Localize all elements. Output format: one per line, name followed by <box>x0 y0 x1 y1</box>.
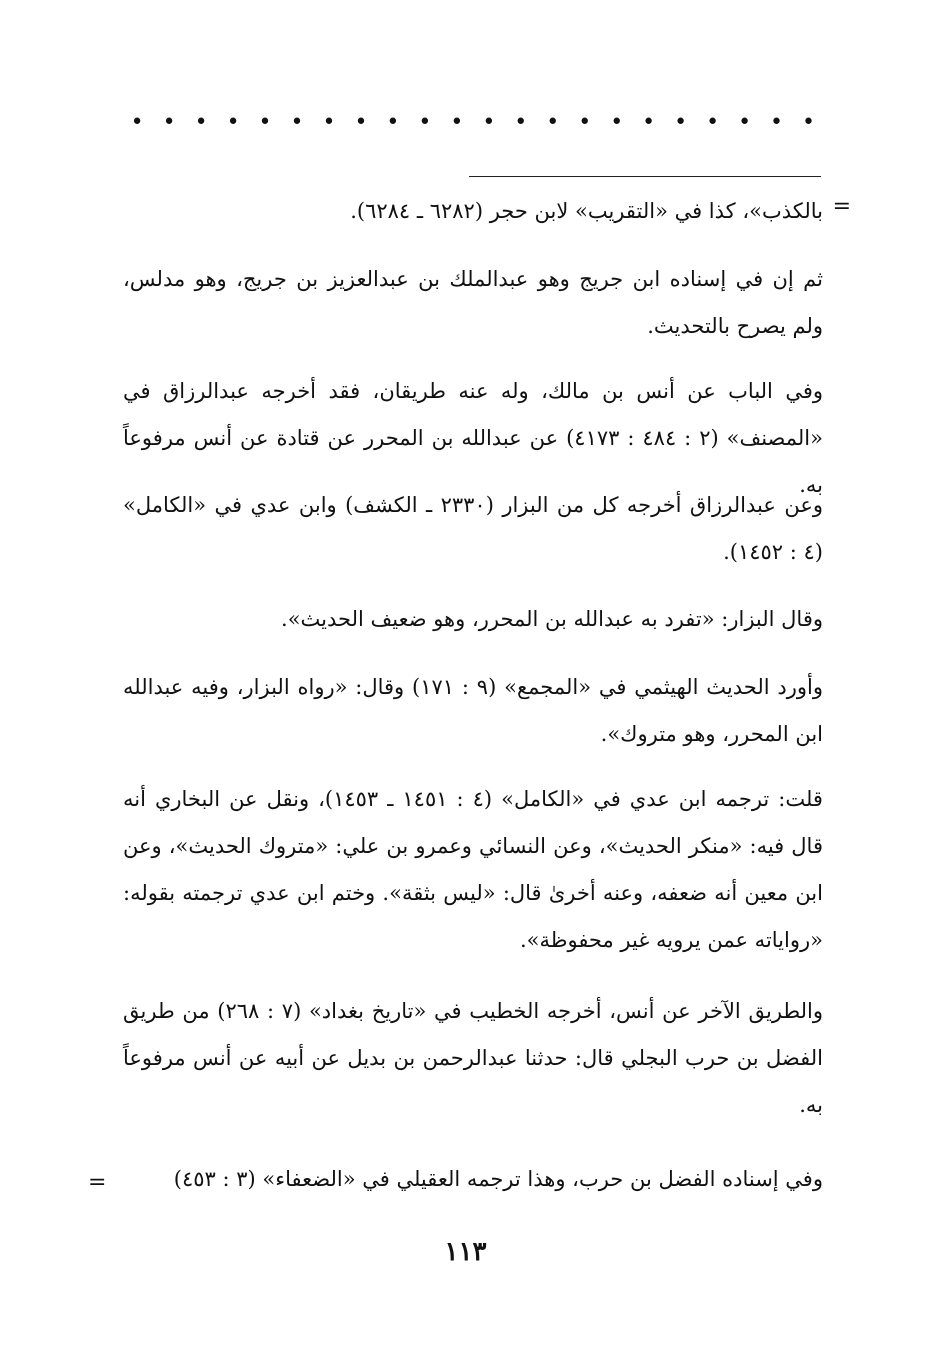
page-number: ١١٣ <box>444 1237 487 1267</box>
paragraph-3: وعن عبدالرزاق أخرجه كل من البزار (٢٣٣٠ ـ الكشف) وابن عدي في «الكامل» (٤ : ١٤٥٢). <box>123 493 823 564</box>
paragraph-5: وأورد الحديث الهيثمي في «المجمع» (٩ : ١٧١) وقال: «رواه البزار، وفيه عبدالله ابن المحرر، وهو متروك». <box>123 675 823 746</box>
paragraph-2: وفي الباب عن أنس بن مالك، وله عنه طريقان، فقد أخرجه عبدالرزاق في «المصنف» (٢ : ٤٨٤ : ٤١٧٣) عن عبدالله بن المحرر عن قتادة عن أنس مرفوعاً به. <box>123 379 823 497</box>
footnote-rule <box>469 176 821 177</box>
separator-dots: • • • • • • • • • • • • • • • • • • • • • • <box>130 110 821 135</box>
paragraph-1: ثم إن في إسناده ابن جريج وهو عبدالملك بن عبدالعزيز بن جريج، وهو مدلس، ولم يصرح بالتحديث. <box>123 267 823 338</box>
paragraph-8: وفي إسناده الفضل بن حرب، وهذا ترجمه العقيلي في «الضعفاء» (٣ : ٤٥٣) <box>173 1167 823 1191</box>
paragraph-6: قلت: ترجمه ابن عدي في «الكامل» (٤ : ١٤٥١ ـ ١٤٥٣)، ونقل عن البخاري أنه قال فيه: «منكر الحديث»، وعن النسائي وعمرو بن علي: «متروك الحديث»، وعن ابن معين أنه ضعفه، وعنه أخرىٰ قال: «ليس بثقة». وختم ابن عدي ترجمته بقوله: «رواياته عمن يرويه غير محفوظة». <box>123 787 823 952</box>
footnote-continuation-mark: = <box>832 194 851 219</box>
paragraph-7: والطريق الآخر عن أنس، أخرجه الخطيب في «تاريخ بغداد» (٧ : ٢٦٨) من طريق الفضل بن حرب البجلي قال: حدثنا عبدالرحمن بن بديل عن أبيه عن أنس مرفوعاً به. <box>123 999 824 1117</box>
footnote-text: بالكذب»، كذا في «التقريب» لابن حجر (٦٢٨٢ ـ ٦٢٨٤). <box>350 199 823 223</box>
paragraph-4: وقال البزار: «تفرد به عبدالله بن المحرر، وهو ضعيف الحديث». <box>281 607 823 631</box>
continuation-mark-end: = <box>88 1170 107 1195</box>
